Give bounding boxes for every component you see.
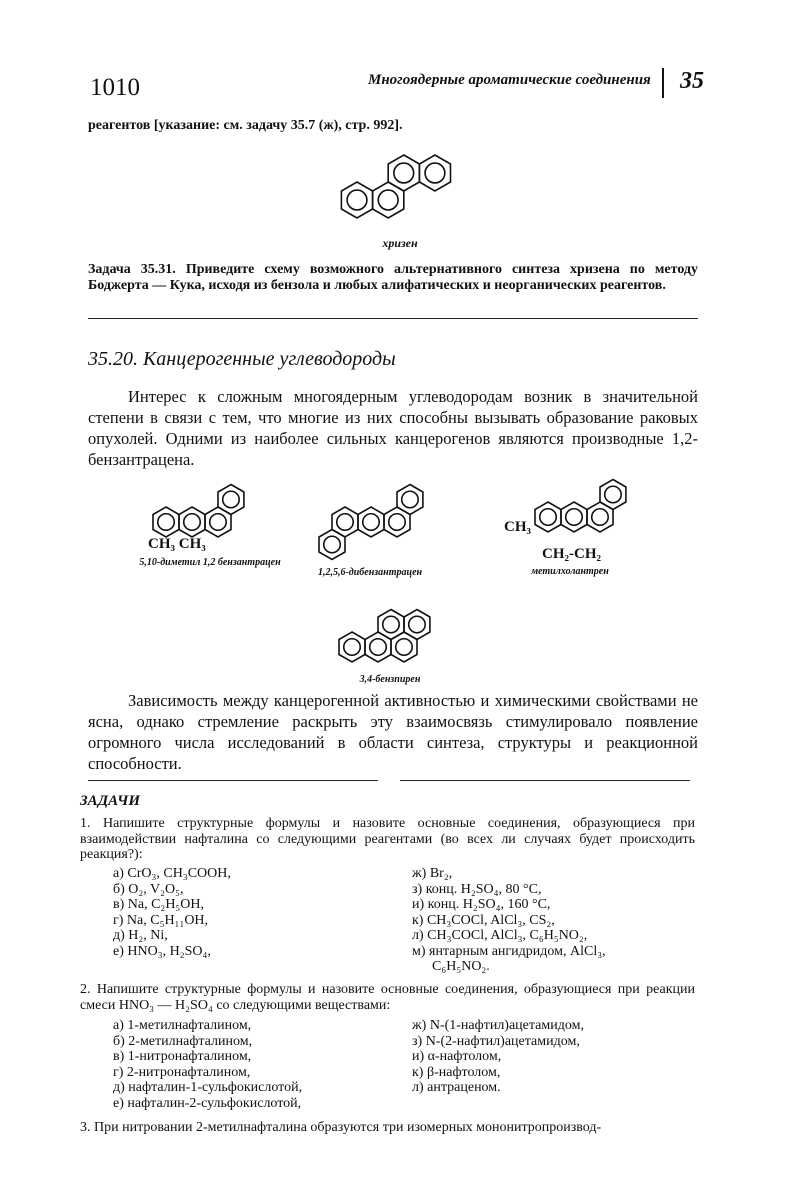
benzene-ring bbox=[561, 502, 587, 532]
aromatic-circle bbox=[337, 514, 354, 531]
page-number: 1010 bbox=[90, 74, 140, 101]
list-item: д) нафталин-1-сульфокислотой, bbox=[113, 1080, 303, 1095]
divider bbox=[88, 780, 378, 781]
list-item: г) Na, C₅H₁₁OH, bbox=[113, 912, 209, 928]
structure-label: метилхолантрен bbox=[531, 566, 609, 577]
chrysene-label: хризен bbox=[382, 236, 418, 250]
list-item: е) HNO₃, H₂SO₄, bbox=[113, 943, 211, 959]
paragraph-intro: Интерес к сложным многоядерным углеводородам возник в значительной степени в связи с тем, что многие из них способны вызывать образование раковых опухолей. Одними из наиболее сильных канцерогенов являются производные 1,2-бензантрацена. bbox=[88, 387, 698, 469]
structure-label: 5,10-диметил 1,2 бензантрацен bbox=[139, 557, 281, 568]
aromatic-circle bbox=[566, 509, 583, 526]
benzene-ring bbox=[179, 507, 205, 537]
continuation-line: реагентов [указание: см. задачу 35.7 (ж), стр. 992]. bbox=[88, 118, 403, 133]
list-item: з) конц. H₂SO₄, 80 °C, bbox=[412, 881, 542, 897]
list-item: а) CrO₃, CH₃COOH, bbox=[113, 866, 231, 881]
benzene-ring bbox=[600, 480, 626, 510]
section-title: 35.20. Канцерогенные углеводороды bbox=[88, 348, 396, 370]
benzene-ring bbox=[339, 632, 365, 662]
benzene-ring bbox=[319, 530, 345, 560]
aromatic-circle bbox=[363, 514, 380, 531]
methyl-group: CH₃ bbox=[504, 519, 531, 535]
ethylene-bridge: CH₂-CH₂ bbox=[542, 546, 601, 562]
problems-heading: ЗАДАЧИ bbox=[80, 793, 141, 809]
aromatic-circle bbox=[540, 509, 557, 526]
paragraph-conclusion: Зависимость между канцерогенной активностью и химическими свойствами не ясна, однако стремление раскрыть эту взаимосвязь стимулировало появление огромного числа исследований в области синтеза, структуры и реакционной способности. bbox=[88, 691, 698, 773]
list-item: е) нафталин-2-сульфокислотой, bbox=[113, 1095, 302, 1111]
divider bbox=[88, 318, 698, 319]
benzene-ring bbox=[404, 610, 430, 640]
chrysene-structure bbox=[357, 200, 358, 201]
list-item: б) O₂, V₂O₅, bbox=[113, 881, 184, 897]
aromatic-circle bbox=[592, 509, 609, 526]
benzene-ring bbox=[153, 507, 179, 537]
header-divider bbox=[662, 68, 664, 98]
problem-2-right-list bbox=[412, 1018, 584, 1096]
methylcholanthrene-structure bbox=[548, 517, 549, 518]
list-item: д) H₂, Ni, bbox=[113, 928, 168, 943]
benzene-ring bbox=[397, 485, 423, 515]
list-item: в) 1-нитронафталином, bbox=[113, 1049, 252, 1064]
list-item: а) 1-метилнафталином, bbox=[113, 1018, 252, 1033]
list-item: з) N-(2-нафтил)ацетамидом, bbox=[412, 1033, 580, 1049]
benzene-ring bbox=[419, 155, 450, 191]
problem-1-text: 1. Напишите структурные формулы и назовите основные соединения, образующиеся при взаимодействии нафталина со следующими реагентами (во всех ли случаях будет происходить реакция?): bbox=[80, 816, 695, 862]
chapter-number: 35 bbox=[680, 68, 704, 94]
aromatic-circle bbox=[184, 514, 201, 531]
benzene-ring bbox=[341, 182, 372, 218]
benzene-ring bbox=[388, 155, 419, 191]
aromatic-circle bbox=[402, 491, 419, 508]
list-item: в) Na, C₂H₅OH, bbox=[113, 897, 205, 912]
benzene-ring bbox=[535, 502, 561, 532]
list-item: ж) N-(1-нафтил)ацетамидом, bbox=[412, 1018, 584, 1033]
list-item: г) 2-нитронафталином, bbox=[113, 1064, 251, 1080]
problem-3-text: 3. При нитровании 2-метилнафталина образуются три изомерных мононитропроизвод- bbox=[80, 1120, 602, 1135]
aromatic-circle bbox=[370, 639, 387, 656]
aromatic-circle bbox=[158, 514, 175, 531]
problem-1-right-list bbox=[412, 866, 606, 975]
list-item: м) янтарным ангидридом, AlCl₃, bbox=[412, 943, 606, 959]
list-item: к) β-нафтолом, bbox=[412, 1064, 501, 1080]
aromatic-circle bbox=[223, 491, 240, 508]
list-item: C₆H₅NO₂. bbox=[432, 959, 490, 974]
aromatic-circle bbox=[210, 514, 227, 531]
list-item: к) CH₃COCl, AlCl₃, CS₂, bbox=[412, 912, 555, 928]
list-item: и) α-нафтолом, bbox=[412, 1049, 502, 1064]
structure-label: 3,4-бензпирен bbox=[359, 674, 421, 685]
list-item: л) антраценом. bbox=[412, 1080, 501, 1095]
aromatic-circle bbox=[409, 616, 426, 633]
aromatic-circle bbox=[605, 486, 622, 503]
problem-1-left-list bbox=[113, 866, 231, 959]
aromatic-circle bbox=[378, 190, 398, 210]
benzene-ring bbox=[378, 610, 404, 640]
aromatic-circle bbox=[425, 163, 445, 183]
benzpyrene-structure bbox=[352, 647, 353, 648]
benzene-ring bbox=[358, 507, 384, 537]
problem-35-31: Задача 35.31. Приведите схему возможного альтернативного синтеза хризена по методу Боджерта — Кука, исходя из бензола и любых алифатических и неорганических реагентов. bbox=[88, 262, 698, 293]
aromatic-circle bbox=[324, 536, 341, 553]
aromatic-circle bbox=[344, 639, 361, 656]
dibenzanthracene-structure bbox=[345, 522, 346, 523]
dimethylbenzanthracene-structure bbox=[166, 522, 167, 523]
problem-2-left-list bbox=[113, 1018, 302, 1111]
list-item: б) 2-метилнафталином, bbox=[113, 1033, 253, 1049]
running-title: Многоядерные ароматические соединения bbox=[368, 72, 651, 88]
structure-label: 1,2,5,6-дибензантрацен bbox=[317, 567, 423, 578]
aromatic-circle bbox=[394, 163, 414, 183]
benzene-ring bbox=[218, 485, 244, 515]
list-item: л) CH₃COCl, AlCl₃, C₆H₅NO₂, bbox=[412, 928, 588, 943]
aromatic-circle bbox=[389, 514, 406, 531]
aromatic-circle bbox=[396, 639, 413, 656]
list-item: и) конц. H₂SO₄, 160 °C, bbox=[412, 897, 551, 912]
list-item: ж) Br₂, bbox=[412, 866, 453, 881]
aromatic-circle bbox=[383, 616, 400, 633]
aromatic-circle bbox=[347, 190, 367, 210]
dimethyl-substituents: CH₃ CH₃ bbox=[148, 536, 206, 552]
divider bbox=[400, 780, 690, 781]
problem-2-text: 2. Напишите структурные формулы и назовите основные соединения, образующиеся при реакции смеси HNO₃ — H₂SO₄ со следующими веществами: bbox=[80, 982, 695, 1013]
